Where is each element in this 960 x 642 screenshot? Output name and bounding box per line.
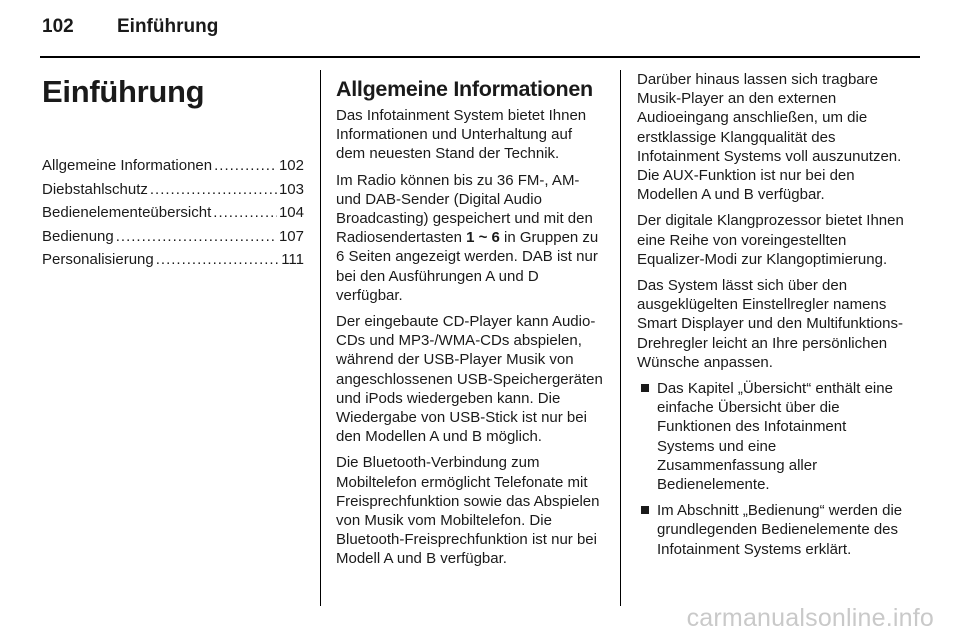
table-of-contents xyxy=(42,154,304,272)
radio-text-b: in Gruppen zu 6 Seiten angezeigt werden. DAB ist nur bei den Ausführungen A und D verfügbar. xyxy=(336,229,599,304)
paragraph-cd-usb: Der eingebaute CD-Player kann Audio-CDs und MP3-/WMA-CDs abspielen, während der USB-Player Musik von angeschlossenen USB-Speichergeräten und iPods wiedergeben kann. Die Wiedergabe von USB-Stick ist nur bei den Modellen A und B möglich. xyxy=(336,313,603,446)
toc-title: Allgemeine Informationen xyxy=(42,157,213,174)
paragraph-aux: Darüber hinaus lassen sich tragbare Musik-Player an den externen Audioeingang anschließen, um die erstklassige Klangqualität des Infotainment Systems voll auszunutzen. Die AUX-Funktion ist nur bei den Modellen A und B verfügbar. xyxy=(637,71,902,204)
toc-page: 111 xyxy=(281,251,304,269)
toc-page: 104 xyxy=(278,204,304,222)
bullet-square-icon xyxy=(641,384,649,392)
toc-title: Personalisierung xyxy=(42,251,154,269)
toc-item[interactable] xyxy=(42,248,304,272)
toc-leader xyxy=(213,201,277,225)
watermark: carmanualsonline.info xyxy=(686,604,934,632)
paragraph-radio xyxy=(336,171,604,305)
chapter-title: Einführung xyxy=(42,74,205,109)
header-rule xyxy=(40,56,920,58)
toc-item[interactable] xyxy=(42,178,304,202)
toc-page: 107 xyxy=(278,227,304,245)
toc-title: Diebstahlschutz xyxy=(42,180,148,198)
column-left xyxy=(42,70,304,272)
toc-title: Bedienung xyxy=(42,227,114,245)
paragraph-intro: Das Infotainment System bietet Ihnen Informationen und Unterhaltung auf dem neuesten Stand der Technik. xyxy=(336,107,587,163)
bullet-text: Das Kapitel „Übersicht“ enthält eine einfache Übersicht über die Funktionen des Infotainment Systems und eine Zusammenfassung aller Bedienelemente. xyxy=(657,380,893,494)
section-heading: Allgemeine Informationen xyxy=(336,77,593,101)
list-item xyxy=(637,501,905,559)
column-divider-1 xyxy=(320,70,321,606)
paragraph-bluetooth: Die Bluetooth-Verbindung zum Mobiltelefon ermöglicht Telefonate mit Freisprechfunktion sowie das Abspielen von Musik vom Mobiltelefon. Die Bluetooth-Freisprechfunktion ist nur bei Modell A und B verfügbar. xyxy=(336,454,600,568)
radio-text-a: Im Radio können bis zu 36 FM-, AM- und DAB-Sender (Digital Audio Broadcasting) gespeichert und mit den Radiosendertasten xyxy=(336,171,593,247)
paragraph-settings: Das System lässt sich über den ausgeklügelten Einstellregler namens Smart Displayer und den Multifunktions-Drehregler leicht an Ihre persönlichen Wünsche anpassen. xyxy=(637,277,903,371)
column-middle xyxy=(336,70,604,576)
toc-leader xyxy=(116,225,277,249)
paragraph-dsp: Der digitale Klangprozessor bietet Ihnen eine Reihe von voreingestellten Equalizer-Modi zur Klangoptimierung. xyxy=(637,212,904,268)
toc-leader xyxy=(156,248,279,272)
toc-page: 102 xyxy=(278,157,304,174)
column-divider-2 xyxy=(620,70,621,606)
preset-keys-label: 1 ~ 6 xyxy=(466,229,500,247)
toc-item[interactable] xyxy=(42,225,304,249)
page-header xyxy=(42,16,218,46)
bullet-list xyxy=(637,379,905,559)
bullet-square-icon xyxy=(641,506,649,514)
toc-title: Bedienelementeübersicht xyxy=(42,204,212,222)
page-number: 102 xyxy=(42,16,74,37)
list-item xyxy=(637,379,905,494)
toc-leader xyxy=(150,178,277,202)
toc-item[interactable] xyxy=(42,201,304,225)
toc-page: 103 xyxy=(278,180,304,198)
toc-item[interactable] xyxy=(42,154,304,178)
toc-leader xyxy=(214,154,277,178)
bullet-text: Im Abschnitt „Bedienung“ werden die grundlegenden Bedienelemente des Infotainment Systems erklärt. xyxy=(657,502,903,558)
running-title: Einführung xyxy=(117,16,219,37)
column-right xyxy=(637,70,905,566)
